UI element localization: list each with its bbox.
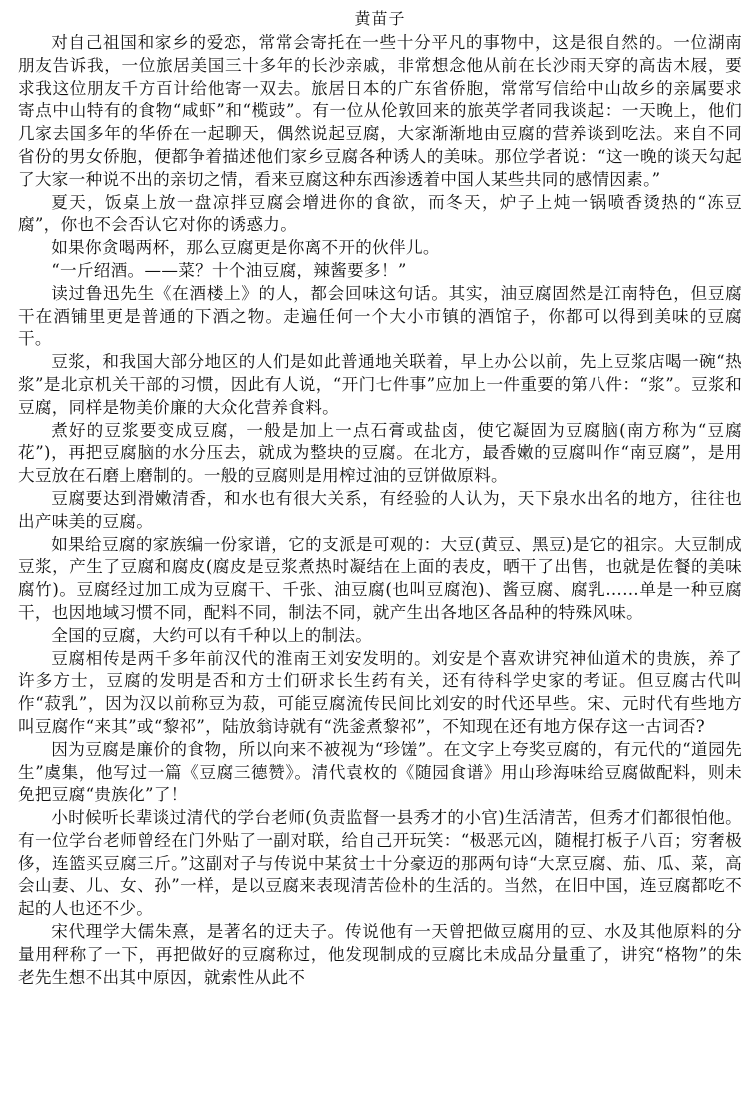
paragraph-7: 煮好的豆浆要变成豆腐，一般是加上一点石膏或盐卤，使它凝固为豆腐脑(南方称为“豆腐花”)，再把豆腐脑的水分压去，就成为整块的豆腐。在北方，最香嫩的豆腐叫作“南豆腐”，是用大豆放在石磨上磨制的。一般的豆腐则是用榨过油的豆饼做原料。	[18, 420, 742, 486]
paragraph-5: 读过鲁迅先生《在酒楼上》的人，都会回味这句话。其实，油豆腐固然是江南特色，但豆腐干在酒铺里更是普通的下酒之物。走遍任何一个大小市镇的酒馆子，你都可以得到美味的豆腐干。	[18, 283, 742, 349]
paragraph-3: 如果你贪喝两杯，那么豆腐更是你离不开的伙伴儿。	[51, 238, 440, 258]
paragraph-11: 豆腐相传是两千多年前汉代的淮南王刘安发明的。刘安是个喜欢讲究神仙道术的贵族，养了许多方士，豆腐的发明是否和方士们研求长生药有关，还有待科学史家的考证。但豆腐古代叫作“菽乳”，因为汉以前称豆为菽，可能豆腐流传民间比刘安的时代还早些。宋、元时代有些地方叫豆腐作“来其”或“黎祁”，陆放翁诗就有“洗釜煮黎祁”，不知现在还有地方保存这一古词否?	[18, 648, 742, 736]
paragraph-2: 夏天，饭桌上放一盘凉拌豆腐会增进你的食欲，而冬天，炉子上炖一锅喷香烫热的“冻豆腐”，你也不会否认它对你的诱惑力。	[18, 192, 742, 235]
paragraph-10: 全国的豆腐，大约可以有千种以上的制法。	[51, 625, 373, 645]
bottom-right-fade	[396, 1057, 756, 1097]
paragraph-4: “一斤绍酒。——菜？十个油豆腐，辣酱要多！”	[51, 260, 407, 280]
paragraph-9: 如果给豆腐的家族编一份家谱，它的支派是可观的：大豆(黄豆、黑豆)是它的祖宗。大豆制成豆浆，产生了豆腐和腐皮(腐皮是豆浆煮热时凝结在上面的表皮，晒干了出售，也就是佐餐的美味腐竹)。豆腐经过加工成为豆腐干、千张、油豆腐(也叫豆腐泡)、酱豆腐、腐乳……单是一种豆腐干，也因地域习惯不同，配料不同，制法不同，就产生出各地区各品种的特殊风味。	[18, 534, 742, 622]
paragraph-1: 对自己祖国和家乡的爱恋，常常会寄托在一些十分平凡的事物中，这是很自然的。一位湖南朋友告诉我，一位旅居美国三十多年的长沙亲戚，非常想念他从前在长沙雨天穿的高齿木屐，要求我这位朋友千方百计给他寄一双去。旅居日本的广东省侨胞，常常写信给中山故乡的亲属要求寄点中山特有的食物“咸虾”和“榄豉”。有一位从伦敦回来的旅英学者同我谈起：一天晚上，他们几家去国多年的华侨在一起聊天，偶然说起豆腐，大家渐渐地由豆腐的营养谈到吃法。来自不同省份的男女侨胞，便都争着描述他们家乡豆腐各种诱人的美味。那位学者说：“这一晚的谈天勾起了大家一种说不出的亲切之情，看来豆腐这种东西渗透着中国人某些共同的感情因素。”	[18, 33, 742, 189]
paragraph-13: 小时候听长辈谈过清代的学台老师(负责监督一县秀才的小官)生活清苦，但秀才们都很怕他。有一位学台老师曾经在门外贴了一副对联，给自己开玩笑：“极恶元凶，随棍打板子八百；穷奢极侈，连篮买豆腐三斤。”这副对子与传说中某贫士十分豪迈的那两句诗“大烹豆腐、茄、瓜、菜，高会山妻、儿、女、孙”一样，是以豆腐来表现清苦俭朴的生活的。当然，在旧中国，连豆腐都吃不起的人也还不少。	[18, 808, 742, 919]
paragraph-14: 宋代理学大儒朱熹，是著名的迂夫子。传说他有一天曾把做豆腐用的豆、水及其他原料的分量用秤称了一下，再把做好的豆腐称过，他发现制成的豆腐比未成品分量重了，讲究“格物”的朱老先生想不出其中原因，就索性从此不	[18, 922, 742, 987]
paragraph-6: 豆浆，和我国大部分地区的人们是如此普通地关联着，早上办公以前，先上豆浆店喝一碗“热浆”是北京机关干部的习惯，因此有人说，“开门七件事”应加上一件重要的第八件：“浆”。豆浆和豆腐，同样是物美价廉的大众化营养食料。	[18, 352, 742, 417]
paragraph-12: 因为豆腐是廉价的食物，所以向来不被视为“珍馐”。在文字上夸奖豆腐的，有元代的“道园先生”虞集，他写过一篇《豆腐三德赞》。清代袁枚的《随园食谱》用山珍海味给豆腐做配料，则未免把豆腐“贵族化”了！	[18, 739, 742, 805]
page-title: 黄苗子	[354, 9, 406, 28]
paragraph-8: 豆腐要达到滑嫩清香，和水也有很大关系，有经验的人认为，天下泉水出名的地方，往往也出产味美的豆腐。	[18, 488, 742, 531]
